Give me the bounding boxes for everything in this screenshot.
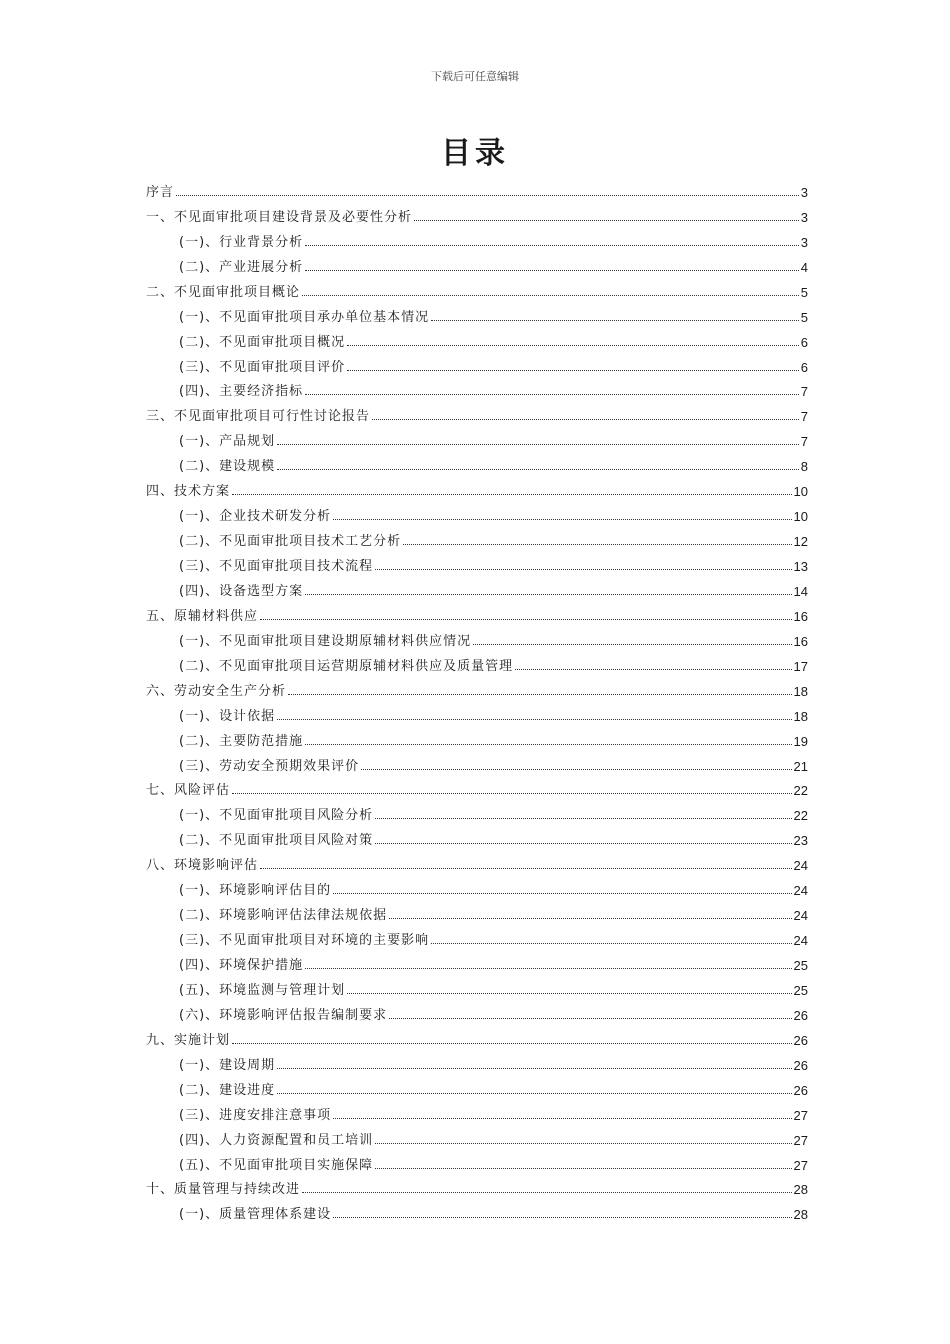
toc-entry[interactable] xyxy=(146,699,808,724)
toc-entry-label: (一)、企业技术研发分析 xyxy=(179,509,332,525)
toc-entry[interactable] xyxy=(146,1048,808,1073)
toc-entry[interactable] xyxy=(146,848,808,873)
toc-dot-leader xyxy=(277,469,799,470)
toc-entry-page-number: 27 xyxy=(793,1107,808,1123)
toc-dot-leader xyxy=(305,270,799,271)
toc-entry-label: (二)、产业进展分析 xyxy=(179,259,304,275)
toc-entry-label: 五、原辅材料供应 xyxy=(146,608,259,624)
toc-entry-page-number: 24 xyxy=(793,858,808,874)
toc-entry-page-number: 24 xyxy=(793,908,808,924)
toc-dot-leader xyxy=(375,569,791,570)
toc-entry-label: (四)、设备选型方案 xyxy=(179,583,304,599)
toc-dot-leader xyxy=(361,769,791,770)
toc-dot-leader xyxy=(302,295,799,296)
toc-dot-leader xyxy=(333,893,791,894)
toc-entry[interactable] xyxy=(146,649,808,674)
toc-title: 目录 xyxy=(441,136,509,171)
toc-dot-leader xyxy=(389,918,791,919)
toc-entry[interactable] xyxy=(146,424,808,449)
toc-entry-label: 六、劳动安全生产分析 xyxy=(146,683,287,699)
toc-entry-page-number: 27 xyxy=(793,1132,808,1148)
toc-dot-leader xyxy=(375,1168,791,1169)
toc-entry-label: (五)、不见面审批项目实施保障 xyxy=(179,1157,374,1173)
toc-entry-page-number: 25 xyxy=(793,982,808,998)
toc-entry[interactable] xyxy=(146,574,808,599)
toc-entry[interactable] xyxy=(146,923,808,948)
toc-entry-page-number: 3 xyxy=(800,184,808,200)
toc-entry-page-number: 28 xyxy=(793,1182,808,1198)
toc-dot-leader xyxy=(375,1143,791,1144)
toc-entry-label: 三、不见面审批项目可行性讨论报告 xyxy=(146,409,371,425)
toc-entry[interactable] xyxy=(146,1098,808,1123)
toc-dot-leader xyxy=(372,419,799,420)
toc-entry[interactable] xyxy=(146,624,808,649)
toc-entry[interactable] xyxy=(146,898,808,923)
toc-dot-leader xyxy=(305,245,799,246)
toc-entry-page-number: 28 xyxy=(793,1207,808,1223)
toc-entry-label: (一)、不见面审批项目建设期原辅材料供应情况 xyxy=(179,633,472,649)
toc-dot-leader xyxy=(288,694,792,695)
toc-entry-label: 一、不见面审批项目建设背景及必要性分析 xyxy=(146,209,413,225)
toc-entry-label: 九、实施计划 xyxy=(146,1032,231,1048)
toc-entry[interactable] xyxy=(146,873,808,898)
toc-entry-label: 十、质量管理与持续改进 xyxy=(146,1182,301,1198)
toc-entry-label: (二)、不见面审批项目概况 xyxy=(179,334,346,350)
toc-entry-page-number: 26 xyxy=(793,1057,808,1073)
toc-dot-leader xyxy=(347,370,799,371)
toc-entry[interactable] xyxy=(146,524,808,549)
toc-entry-page-number: 6 xyxy=(800,334,808,350)
toc-entry-label: (四)、主要经济指标 xyxy=(179,384,304,400)
toc-dot-leader xyxy=(347,345,799,346)
toc-dot-leader xyxy=(302,1192,792,1193)
toc-entry[interactable] xyxy=(146,1023,808,1048)
toc-entry-label: (四)、人力资源配置和员工培训 xyxy=(179,1132,374,1148)
toc-entry-page-number: 22 xyxy=(793,808,808,824)
toc-entry-page-number: 26 xyxy=(793,1032,808,1048)
toc-entry-page-number: 5 xyxy=(800,284,808,300)
toc-dot-leader xyxy=(403,544,791,545)
toc-entry-page-number: 21 xyxy=(793,758,808,774)
toc-entry-label: (四)、环境保护措施 xyxy=(179,958,304,973)
toc-entry-label: 八、环境影响评估 xyxy=(146,858,259,874)
toc-entry-page-number: 17 xyxy=(793,658,808,674)
toc-dot-leader xyxy=(232,793,792,794)
toc-entry[interactable] xyxy=(146,1197,808,1222)
toc-entry-label: (一)、产品规划 xyxy=(179,434,276,450)
toc-entry[interactable] xyxy=(146,250,808,275)
toc-entry[interactable] xyxy=(146,375,808,400)
toc-entry[interactable] xyxy=(146,1073,808,1098)
toc-entry[interactable] xyxy=(146,823,808,848)
toc-entry-page-number: 12 xyxy=(793,534,808,550)
toc-entry-page-number: 18 xyxy=(793,683,808,699)
toc-entry[interactable] xyxy=(146,225,808,250)
toc-entry-page-number: 3 xyxy=(800,209,808,225)
toc-dot-leader xyxy=(515,669,791,670)
toc-dot-leader xyxy=(176,195,799,196)
toc-entry-label: 序言 xyxy=(146,184,175,200)
toc-entry-page-number: 4 xyxy=(800,259,808,275)
toc-entry-label: (一)、不见面审批项目承办单位基本情况 xyxy=(179,309,430,325)
toc-entry-label: 二、不见面审批项目概论 xyxy=(146,284,301,300)
toc-entry-label: (六)、环境影响评估报告编制要求 xyxy=(179,1007,388,1023)
toc-dot-leader xyxy=(305,968,791,969)
toc-entry-page-number: 23 xyxy=(793,833,808,849)
page-header-note: 下载后可任意编辑 xyxy=(431,70,519,83)
toc-entry-label: (二)、不见面审批项目运营期原辅材料供应及质量管理 xyxy=(179,658,514,674)
toc-dot-leader xyxy=(431,320,799,321)
toc-dot-leader xyxy=(347,993,791,994)
toc-entry-label: (三)、不见面审批项目技术流程 xyxy=(179,559,374,574)
toc-entry-label: (一)、不见面审批项目风险分析 xyxy=(179,808,374,824)
toc-dot-leader xyxy=(375,818,791,819)
toc-entry[interactable] xyxy=(146,1123,808,1148)
toc-entry-page-number: 13 xyxy=(793,559,808,574)
toc-entry-label: (三)、不见面审批项目评价 xyxy=(179,359,346,375)
toc-entry-label: (一)、环境影响评估目的 xyxy=(179,883,332,899)
toc-entry-page-number: 7 xyxy=(800,384,808,400)
toc-dot-leader xyxy=(333,1118,791,1119)
toc-entry-page-number: 26 xyxy=(793,1082,808,1098)
toc-entry-page-number: 6 xyxy=(800,359,808,375)
toc-entry[interactable] xyxy=(146,200,808,225)
toc-entry[interactable] xyxy=(146,275,808,300)
toc-dot-leader xyxy=(389,1018,791,1019)
toc-entry[interactable] xyxy=(146,724,808,749)
toc-dot-leader xyxy=(305,594,791,595)
toc-entry-page-number: 24 xyxy=(793,883,808,899)
toc-entry-page-number: 19 xyxy=(793,733,808,749)
toc-entry[interactable] xyxy=(146,399,808,424)
toc-entry-label: (二)、主要防范措施 xyxy=(179,733,304,749)
toc-dot-leader xyxy=(232,494,792,495)
toc-dot-leader xyxy=(414,220,799,221)
toc-entry-page-number: 7 xyxy=(800,409,808,425)
toc-entry-label: (二)、建设进度 xyxy=(179,1082,276,1098)
toc-entry-label: (三)、不见面审批项目对环境的主要影响 xyxy=(179,933,430,949)
toc-entry[interactable] xyxy=(146,449,808,474)
toc-dot-leader xyxy=(277,1093,791,1094)
toc-entry-page-number: 3 xyxy=(800,234,808,250)
toc-entry[interactable] xyxy=(146,549,808,574)
toc-entry-label: 四、技术方案 xyxy=(146,484,231,500)
toc-entry-page-number: 26 xyxy=(793,1007,808,1023)
toc-dot-leader xyxy=(260,868,792,869)
toc-entry-page-number: 5 xyxy=(800,309,808,325)
toc-entry[interactable] xyxy=(146,948,808,973)
toc-dot-leader xyxy=(305,744,791,745)
toc-entry[interactable] xyxy=(146,998,808,1023)
toc-dot-leader xyxy=(375,843,791,844)
toc-entry-label: (五)、环境监测与管理计划 xyxy=(179,982,346,998)
toc-entry-page-number: 24 xyxy=(793,933,808,949)
toc-entry-label: (一)、建设周期 xyxy=(179,1057,276,1073)
toc-entry[interactable] xyxy=(146,1173,808,1198)
toc-dot-leader xyxy=(333,1217,791,1218)
toc-entry-label: (二)、建设规模 xyxy=(179,459,276,475)
toc-entry-page-number: 22 xyxy=(793,783,808,799)
toc-entry-page-number: 18 xyxy=(793,708,808,724)
table-of-contents xyxy=(146,175,808,1222)
toc-entry-page-number: 10 xyxy=(793,484,808,500)
toc-dot-leader xyxy=(305,394,799,395)
toc-entry-page-number: 10 xyxy=(793,509,808,525)
toc-entry[interactable] xyxy=(146,474,808,499)
toc-entry-label: (二)、不见面审批项目技术工艺分析 xyxy=(179,534,402,550)
toc-dot-leader xyxy=(232,1043,792,1044)
toc-dot-leader xyxy=(260,619,792,620)
toc-entry[interactable] xyxy=(146,798,808,823)
toc-entry-page-number: 14 xyxy=(793,583,808,599)
toc-entry-page-number: 16 xyxy=(793,608,808,624)
toc-entry-page-number: 7 xyxy=(800,434,808,450)
toc-dot-leader xyxy=(277,444,799,445)
toc-entry-label: (一)、设计依据 xyxy=(179,708,276,724)
toc-entry[interactable] xyxy=(146,1148,808,1173)
toc-entry-label: 七、风险评估 xyxy=(146,783,231,799)
toc-entry[interactable] xyxy=(146,499,808,524)
toc-entry-page-number: 8 xyxy=(800,459,808,475)
toc-dot-leader xyxy=(431,943,791,944)
toc-dot-leader xyxy=(473,644,791,645)
toc-dot-leader xyxy=(277,1068,791,1069)
toc-entry-label: (二)、不见面审批项目风险对策 xyxy=(179,833,374,849)
toc-dot-leader xyxy=(277,719,791,720)
toc-entry-page-number: 25 xyxy=(793,958,808,973)
toc-entry-label: (一)、行业背景分析 xyxy=(179,234,304,250)
toc-entry-label: (一)、质量管理体系建设 xyxy=(179,1207,332,1223)
toc-entry[interactable] xyxy=(146,774,808,799)
toc-entry-label: (二)、环境影响评估法律法规依据 xyxy=(179,908,388,924)
toc-entry[interactable] xyxy=(146,300,808,325)
toc-entry[interactable] xyxy=(146,325,808,350)
toc-entry[interactable] xyxy=(146,175,808,200)
toc-entry[interactable] xyxy=(146,749,808,774)
toc-entry[interactable] xyxy=(146,350,808,375)
toc-entry-label: (三)、进度安排注意事项 xyxy=(179,1107,332,1123)
toc-entry-page-number: 16 xyxy=(793,633,808,649)
toc-entry[interactable] xyxy=(146,599,808,624)
toc-entry[interactable] xyxy=(146,674,808,699)
toc-entry-label: (三)、劳动安全预期效果评价 xyxy=(179,758,360,774)
toc-dot-leader xyxy=(333,519,791,520)
toc-entry-page-number: 27 xyxy=(793,1157,808,1173)
toc-entry[interactable] xyxy=(146,973,808,998)
